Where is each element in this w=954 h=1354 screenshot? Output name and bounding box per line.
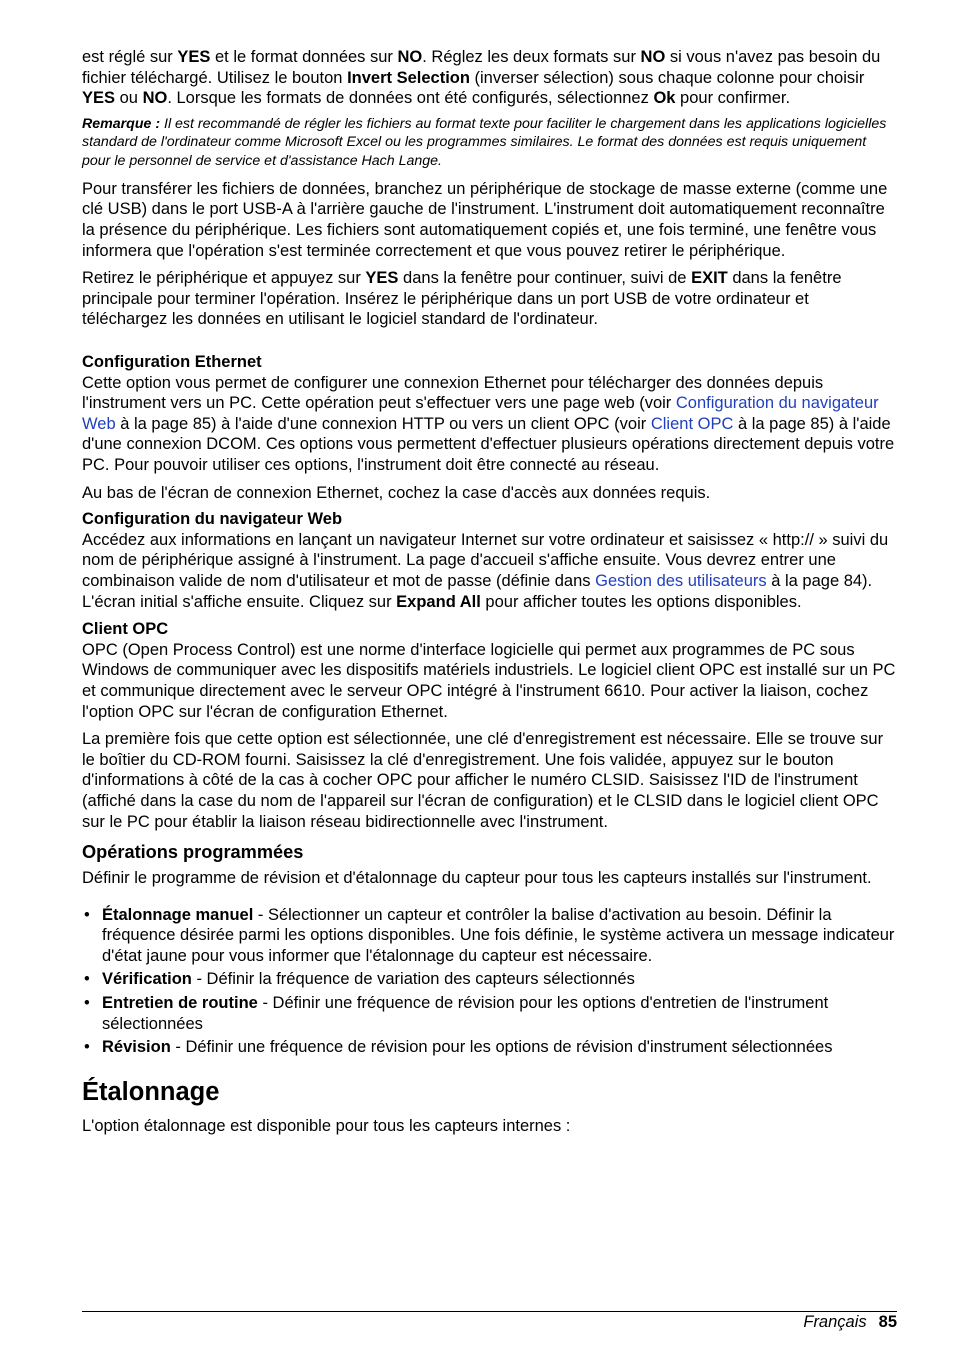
heading-scheduled-ops: Opérations programmées (82, 842, 304, 863)
heading-calibration: Étalonnage (82, 1077, 220, 1106)
paragraph-export-formats: est réglé sur YES et le format données sur NO. Réglez les deux formats sur NO si vous n'avez pas besoin du fichier téléchargé. Utilisez le bouton Invert Selection (inverser sélection) sous chaque colonne pour choisir YES ou NO. Lorsque les formats de données ont été configurés, sélectionnez Ok pour confirmer. (82, 48, 881, 108)
scheduled-ops-list (82, 905, 896, 1058)
heading-ethernet: Configuration Ethernet (82, 353, 262, 372)
link-web-config[interactable]: Configuration du navigateur Web (82, 394, 879, 433)
note-label: Remarque : (82, 115, 161, 132)
note-remark: Remarque : Il est recommandé de régler les fichiers au format texte pour faciliter le chargement dans les applications logicielles standard de l'ordinateur comme Microsoft Excel ou les programmes similaires. Le format des données est requis uniquement pour le personnel de service et d'assistance Hach Lange. (82, 115, 887, 170)
list-item: • Révision - Définir une fréquence de révision pour les options de révision d'instrument sélectionnées (84, 1038, 833, 1057)
list-item: • Vérification - Définir la fréquence de variation des capteurs sélectionnés (84, 970, 635, 989)
paragraph-ethernet-checkbox: Au bas de l'écran de connexion Ethernet, cochez la case d'accès aux données requis. (82, 483, 711, 502)
paragraph-opc-1: OPC (Open Process Control) est une norme d'interface logicielle qui permet aux programmes de PC sous Windows de communiquer avec les dispositifs matériels industriels. Le logiciel client OPC est installé sur un PC et communique directement avec le serveur OPC intégré à l'instrument 6610. Pour activer la liaison, cochez l'option OPC sur l'écran de configuration Ethernet. (82, 640, 896, 721)
link-client-opc[interactable]: Client OPC (650, 414, 734, 433)
footer-language: Français (803, 1313, 867, 1331)
footer-divider (82, 1311, 897, 1312)
heading-client-opc: Client OPC (82, 620, 169, 639)
paragraph-ethernet: Cette option vous permet de configurer une connexion Ethernet pour télécharger des données depuis l'instrument vers un PC. Cette opération peut s'effectuer vers une page web (voir Configuration du navigateur Web à la page 85) à l'aide d'une connexion HTTP ou vers un client OPC (voir Client OPC à la page 85) à l'aide d'une connexion DCOM. Ces options vous permettent d'effectuer plusieurs opérations directement depuis votre PC. Pour pouvoir utiliser ces options, l'instrument doit être connecté au réseau. (82, 373, 895, 475)
page-number: 85 (878, 1313, 897, 1331)
paragraph-calibration: L'option étalonnage est disponible pour tous les capteurs internes : (82, 1116, 571, 1135)
paragraph-web-config: Accédez aux informations en lançant un navigateur Internet sur votre ordinateur et saisissez « http:// » suivi du nom de périphérique assigné à l'instrument. La page d'accueil s'affiche ensuite. Vous devrez entrer une combinaison valide de nom d'utilisateur et mot de passe (définie dans Gestion des utilisateurs à la page 84). L'écran initial s'affiche ensuite. Cliquez sur Expand All pour afficher toutes les options disponibles. (82, 530, 889, 611)
list-item: • Entretien de routine - Définir une fréquence de révision pour les options d'entretien de l'instrument sélectionnées (84, 994, 829, 1033)
paragraph-usb-transfer: Pour transférer les fichiers de données, branchez un périphérique de stockage de masse externe (comme une clé USB) dans le port USB-A à l'arrière gauche de l'instrument. L'instrument doit automatiquement reconnaître la présence du périphérique. Les fichiers sont automatiquement copiés et, une fois terminé, une fenêtre vous informera que l'opération s'est terminée correctement et que vous pouvez retirer le périphérique. (82, 179, 888, 260)
page-content (82, 47, 896, 1136)
paragraph-scheduled-ops: Définir le programme de révision et d'étalonnage du capteur pour tous les capteurs installés sur l'instrument. (82, 869, 872, 888)
link-user-management[interactable]: Gestion des utilisateurs (595, 571, 767, 590)
page-footer (803, 1312, 897, 1333)
paragraph-remove-device: Retirez le périphérique et appuyez sur YES dans la fenêtre pour continuer, suivi de EXIT dans la fenêtre principale pour terminer l'opération. Insérez le périphérique dans un port USB de votre ordinateur et téléchargez les données en utilisant le logiciel standard de l'ordinateur. (82, 269, 842, 329)
list-item: • Étalonnage manuel - Sélectionner un capteur et contrôler la balise d'activation au besoin. Définir la fréquence désirée parmi les options disponibles. Une fois définie, le système activera un message indicateur d'état jaune pour vous informer que l'étalonnage du capteur est nécessaire. (84, 905, 895, 965)
heading-web-config: Configuration du navigateur Web (82, 510, 343, 529)
paragraph-opc-2: La première fois que cette option est sélectionnée, une clé d'enregistrement est nécessaire. Elle se trouve sur le boîtier du CD-ROM fourni. Saisissez la clé d'enregistrement. Une fois validée, appuyez sur le bouton d'informations à côté de la cas à cocher OPC pour afficher le numéro CLSID. Saisissez l'ID de l'instrument (affiché dans la case du nom de l'appareil sur l'écran de configuration) et le CLSID dans le logiciel client OPC sur le PC pour établir la liaison réseau bidirectionnelle avec l'instrument. (82, 730, 884, 831)
